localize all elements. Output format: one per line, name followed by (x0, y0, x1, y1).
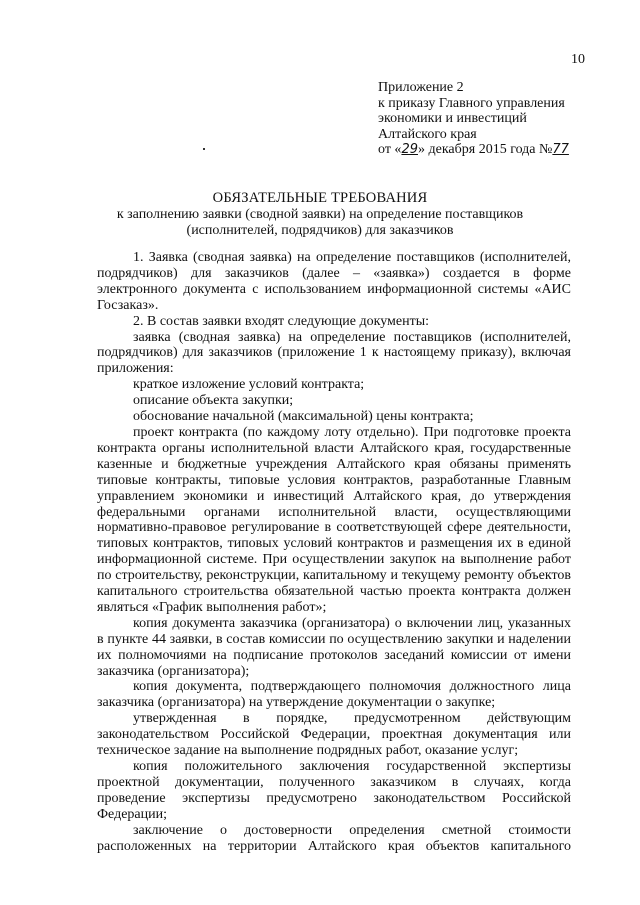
document-subtitle (0, 207, 640, 238)
page-number: 10 (571, 52, 585, 67)
list-item-price: обоснование начальной (максимальной) цены контракта; (133, 409, 474, 425)
appendix-date-line (378, 142, 569, 158)
list-item-description: описание объекта закупки; (133, 393, 294, 409)
subtitle-line-2: (исполнителей, подрядчиков) для заказчиков (186, 222, 454, 238)
list-item-expertise: копия положительного заключения государственной экспертизы проектной документации, полученного заказчиком в случаях, когда проведение экспертизы предусмотрено законодательством Российской Федерации; (97, 759, 571, 822)
appendix-line-1: Приложение 2 (378, 80, 464, 95)
appendix-line-4: Алтайского края (378, 126, 477, 142)
list-item-contract-draft: проект контракта (по каждому лоту отдельно). При подготовке проекта контракта органы исполнительной власти Алтайского края, государственные казенные и бюджетные учреждения Алтайского края обязаны применять типовые контракты, типовые условия контрактов, разработанные Главным управлением экономики и инвестиций Алтайского края, до утверждения федеральными органами исполнительной власти, осуществляющими нормативно-правовое регулирование в соответствующей сфере деятельности, типовых контрактов, типовых условий контрактов и размещения их в единой информационной системе. При осуществлении закупок на выполнение работ по строительству, реконструкции, капитальному и текущему ремонту объектов капитального строительства обязательной частью проекта контракта должен являться «График выполнения работ»; (97, 424, 571, 615)
list-item-summary: краткое изложение условий контракта; (133, 377, 365, 393)
date-prefix: от « (378, 142, 402, 157)
paragraph-2: 2. В состав заявки входят следующие документы: (133, 313, 429, 329)
handwritten-order-number: 77 (552, 142, 569, 157)
list-item-commission: копия документа заказчика (организатора) о включении лиц, указанных в пункте 44 заявки, в состав комиссии по осуществлению закупки и наделении их полномочиями на подписание протоколов заседаний комиссии от имени заказчика (организатора); (97, 615, 571, 679)
handwritten-day: 29 (401, 142, 418, 157)
list-item-project-docs: утвержденная в порядке, предусмотренном действующим законодательством Российской Федерации, проектная документация или техническое задание на выполнение подрядных работ, оказание услуг; (97, 711, 571, 759)
appendix-line-3: экономики и инвестиций (378, 111, 527, 126)
date-middle: » декабря 2015 года № (417, 142, 553, 157)
stray-mark (203, 148, 205, 150)
list-item-authority: копия документа, подтверждающего полномочия должностного лица заказчика (организатора) на утверждение документации о закупке; (97, 679, 571, 711)
document-body (97, 246, 571, 854)
list-item-cost-conclusion: заключение о достоверности определения сметной стоимости расположенных на территории Алтайского края объектов капитального (97, 822, 571, 854)
appendix-line-2: к приказу Главного управления (378, 95, 565, 111)
paragraph-3: заявка (сводная заявка) на определение поставщиков (исполнителей, подрядчиков) для заказчиков (приложение 1 к настоящему приказу), включая приложения: (97, 329, 571, 377)
paragraph-1: 1. Заявка (сводная заявка) на определение поставщиков (исполнителей, подрядчиков) для заказчиков (далее – «заявка») создается в форме электронного документа с использованием информационной системы «АИС Госзаказ». (97, 250, 571, 313)
appendix-block (378, 80, 569, 158)
document-title: ОБЯЗАТЕЛЬНЫЕ ТРЕБОВАНИЯ (212, 190, 428, 206)
subtitle-line-1: к заполнению заявки (сводной заявки) на определение поставщиков (116, 207, 524, 222)
